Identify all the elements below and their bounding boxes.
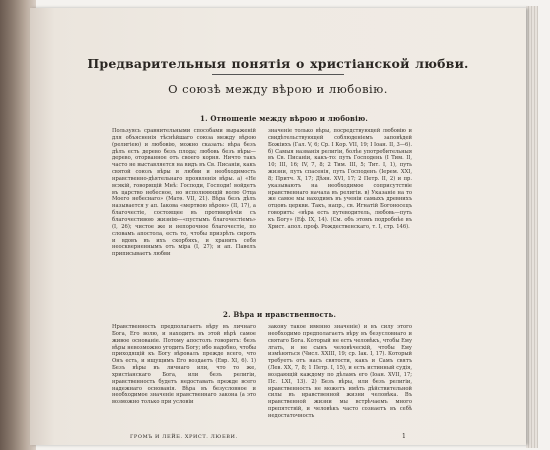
section-2-left-text: Нравственность предполагаетъ вѣру въ личнаго Бога, Его волю, и находитъ въ этой вѣрѣ самое живое основаніе. Потому апостолъ говоритъ: безъ вѣры невозможно угодить Богу; ибо надобно, чтобы приходящій къ Богу вѣровалъ прежде всего, что Онъ есть, и ищущимъ Его воздаетъ (Евр. XI, 6). 1) Безъ вѣры въ личнаго или, что то же, христіанскаго Бога, или безъ религіи, нравственность будетъ недоставать прежде всего надежнаго основанія. Вѣра въ безусловное и необходимое значеніе нравственнаго закона (а это возможно только при условіи: [112, 324, 256, 406]
book-page: [30, 8, 526, 445]
page-subtitle: О союзѣ между вѣрою и любовію.: [168, 82, 388, 96]
section-2-right-column: [268, 324, 412, 420]
page-edges: [526, 6, 538, 448]
section-1-left-column: [112, 128, 256, 258]
title-divider: [212, 74, 344, 75]
page-number: 1: [402, 433, 406, 440]
section-2-title: 2. Вѣра и нравственность.: [223, 310, 337, 319]
section-2-right-text: закону такое именно значеніе) и въ силу этого необходимо предполагаетъ вѣру въ безусловнаго и святаго Бога. Который не есть человѣкъ, чтобы Ему лгать, и не сынъ человѣческій, чтобы Ему измѣняться (Числ. XXIII, 19; ср. Іак. I, 17). Который требуетъ отъ насъ святости, какъ и Самъ святъ (Лев. XX, 7, 8; 1 Петр. I, 15), и есть истинный судія, воздающій каждому по дѣламъ его (Іоан. XVII, 17; Пс. LXI, 13). 2) Безъ вѣры, или безъ религіи, нравственность не можетъ имѣть дѣйствительной силы въ нравственной жизни человѣка. Въ нравственной жизни мы встрѣчаемъ много препятствій, и человѣкъ часто сознаетъ въ себѣ недостаточность: [268, 324, 412, 419]
page-title: Предварительныя понятія о христіанской любви.: [87, 56, 469, 71]
section-1-title: 1. Отношеніе между вѣрою и любовію.: [200, 114, 368, 123]
section-2-left-column: [112, 324, 256, 406]
footer-signature: ГРОМЪ И ЛЕЙБ. ХРИСТ. ЛЮБВИ.: [130, 434, 238, 440]
section-1-right-text: значеніе только вѣры, посредствующей любовію и свидѣтельствующей соблюденіемъ заповѣдей Божіихъ (Гал. V, 6; Ср. I Кор. VII, 19; I Іоан. II, 3—6). б) Самыя названія религіи, болѣе употребительныя въ Св. Писаніи, какъ-то: путь Господень (І Тим. II, 10; III, 16; IV, 7, 8; 2 Тим. III, 5; Тит. I, 1), путь жизни, путь спасенія, путь Господенъ (Іерем. XXI, 8; Притч. X, 17; Дѣян. XVI, 17; 2 Петр. II, 2) и пр. указываютъ на необходимое соприсутствіе нравственнаго начала въ религіи. в) Указаніе на то же самое мы находимъ въ ученіи самыхъ древнихъ отцовъ церкви. Такъ, напр., св. Игнатій Богоносецъ говоритъ: «вѣра есть путеводитель, любовь—путь къ Богу» (Еф. IX, 14). (См. объ этомъ подробнѣе въ Христ. апол. проф. Рождественскаго, т. I, стр. 146).: [268, 128, 412, 230]
section-1-left-text: Пользуясь сравнительными способами выраженій для объясненія тѣснѣйшаго союза между вѣрою (религіею) и любовію, можно сказать: вѣра безъ дѣлъ есть дерево безъ плода; любовь безъ вѣры—дерево, оторванное отъ своего корня. Ничто такъ часто не выставляется на видъ въ Св. Писаніи, какъ святой союзъ вѣры и любви и необходимость нравственно-дѣятельнаго проявленія вѣры. а) «Не всякій, говорящій Мнѣ: Господи, Господи! войдетъ въ царство небесное, но исполняющій волю Отца Моего небеснаго» (Матѳ. VII, 21). Вѣра безъ дѣлъ называется у ап. Іакова «мертвою вѣрою» (II, 17), а благочестіе, состоящее въ противорѣчіи съ благочестивою жизнію—«пустымъ благочестіемъ» (I, 26); чистое же и непорочное благочестіе, по словамъ апостола, есть то, чтобы призрѣть сиротъ и вдовъ въ ихъ скорбяхъ, и хранить себя неоскверненнымъ отъ міра (I, 27); и ап. Павелъ приписываетъ любви: [112, 128, 256, 258]
section-1-right-column: [268, 128, 412, 231]
